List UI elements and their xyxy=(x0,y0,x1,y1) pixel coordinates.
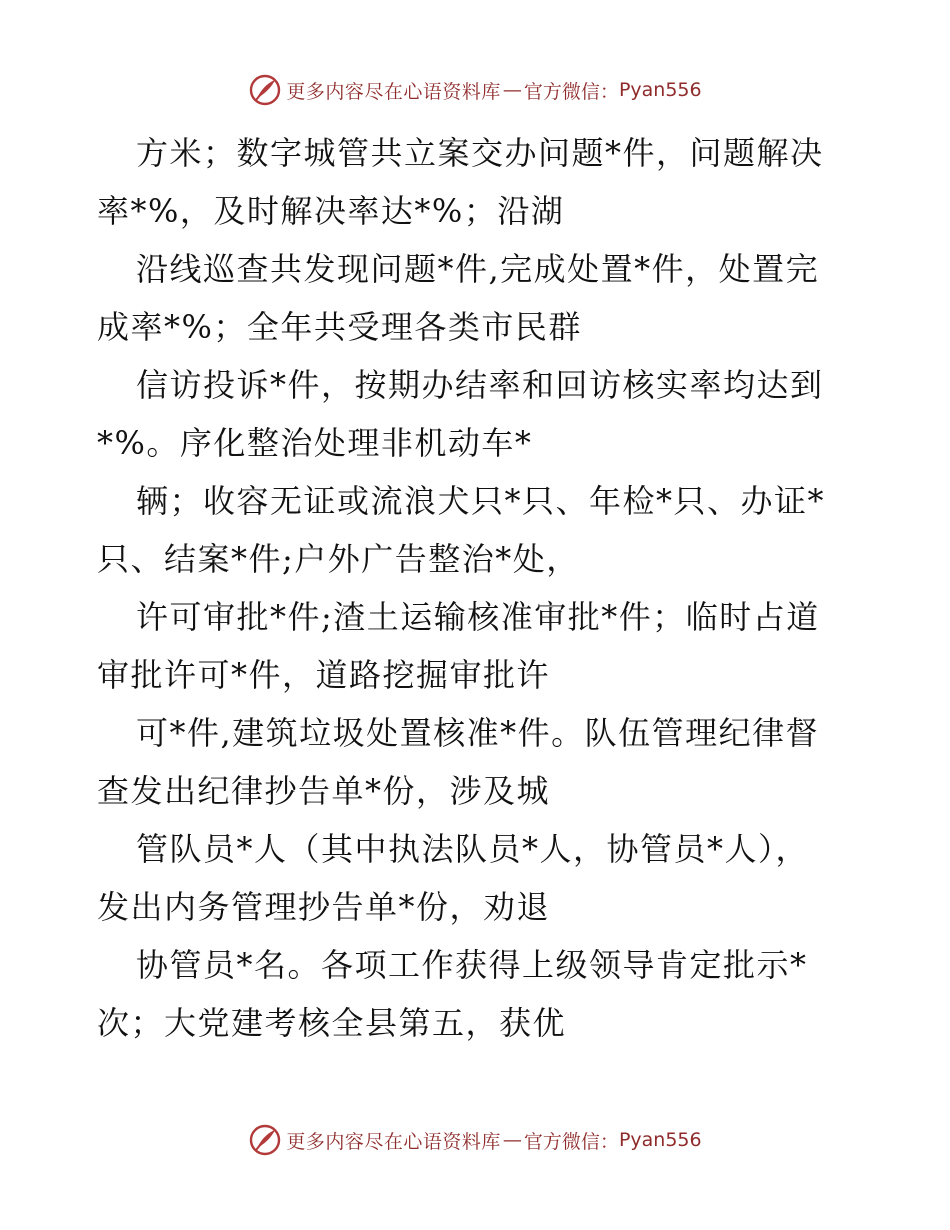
paragraph: 协管员*名。各项工作获得上级领导肯定批示*次；大党建考核全县第五，获优 xyxy=(97,946,808,1042)
paragraph: 管队员*人（其中执法队员*人，协管员*人），发出内务管理抄告单*份，劝退 xyxy=(97,830,810,926)
banner-separator: — xyxy=(502,79,522,101)
banner-text: 更多内容尽在心语资料库 xyxy=(286,80,501,103)
paragraph: 信访投诉*件，按期办结率和回访核实率均达到*%。序化整治处理非机动车* xyxy=(97,366,824,462)
paragraph: 沿线巡查共发现问题*件,完成处置*件，处置完成率*%；全年共受理各类市民群 xyxy=(97,250,820,346)
banner-wechat-id: Pyan556 xyxy=(618,1129,702,1151)
paragraph: 许可审批*件;渣土运输核准审批*件；临时占道审批许可*件，道路挖掘审批许 xyxy=(97,598,820,694)
banner-wechat-label: 官方微信： xyxy=(523,1130,619,1153)
paragraph: 方米；数字城管共立案交办问题*件，问题解决率*%，及时解决率达*%；沿湖 xyxy=(97,134,824,230)
paragraph: 辆；收容无证或流浪犬只*只、年检*只、办证*只、结案*件;户外广告整治*处， xyxy=(97,482,826,578)
banner-separator: — xyxy=(502,1129,522,1151)
footer-banner xyxy=(0,1120,950,1160)
paragraph: 可*件,建筑垃圾处置核准*件。队伍管理纪律督查发出纪律抄告单*份，涉及城 xyxy=(97,714,820,810)
banner-wechat-id: Pyan556 xyxy=(618,79,702,101)
quill-logo-icon xyxy=(248,73,282,107)
document-body xyxy=(97,124,837,1052)
quill-logo-icon xyxy=(248,1123,282,1157)
banner-text: 更多内容尽在心语资料库 xyxy=(286,1130,501,1153)
banner-wechat-label: 官方微信： xyxy=(523,80,619,103)
header-banner xyxy=(0,70,950,110)
